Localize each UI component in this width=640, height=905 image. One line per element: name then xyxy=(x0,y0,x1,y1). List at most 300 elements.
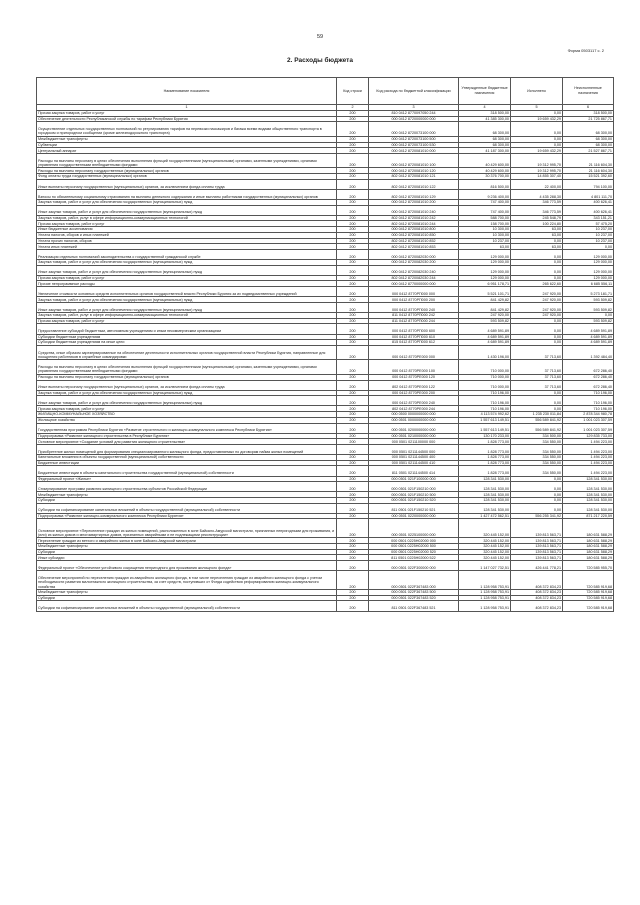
table-row xyxy=(37,179,614,189)
row-unexecuted-amount: 15 521 392,60 xyxy=(563,174,614,180)
row-approved-amount: 1 828 773,00 xyxy=(459,455,511,461)
row-approved-amount: 710 000,00 xyxy=(459,360,511,375)
row-line-code: 200 xyxy=(337,148,369,154)
row-approved-amount: 320 445 152,00 xyxy=(459,519,511,538)
row-line-code: 200 xyxy=(337,549,369,555)
row-unexecuted-amount: 720 585 919,68 xyxy=(563,571,614,590)
row-classification-code: 000 0412 8770РП000 610 xyxy=(369,334,459,340)
row-executed-amount: 0,00 xyxy=(511,334,563,340)
row-unexecuted-amount: 21 527 867,71 xyxy=(563,148,614,154)
row-executed-amount: 22 400,00 xyxy=(511,179,563,189)
row-unexecuted-amount: 0,00 xyxy=(563,244,614,250)
table-row xyxy=(37,601,614,611)
row-name: Обеспечение деятельности Республиканской службы по тарифам Республики Бурятия xyxy=(37,116,337,122)
row-line-code: 200 xyxy=(337,460,369,466)
row-line-code: 200 xyxy=(337,455,369,461)
row-classification-code: 000 0412 8720081010 240 xyxy=(369,205,459,215)
row-executed-amount: 556 255 341,92 xyxy=(511,513,563,519)
row-unexecuted-amount: 672 286,40 xyxy=(563,360,614,375)
row-unexecuted-amount: 68 300,00 xyxy=(563,136,614,142)
row-approved-amount: 41 385 300,00 xyxy=(459,116,511,122)
row-line-code: 200 xyxy=(337,334,369,340)
row-approved-amount: 318 500,00 xyxy=(459,111,511,117)
table-row xyxy=(37,189,614,199)
row-executed-amount: 0,00 xyxy=(511,238,563,244)
row-executed-amount: 19 659 432,29 xyxy=(511,116,563,122)
row-executed-amount: 37 713,60 xyxy=(511,380,563,390)
row-classification-code: 000 0412 8770РП000 600 xyxy=(369,324,459,334)
table-row xyxy=(37,345,614,360)
row-classification-code: 000 0501 0211144500 000 xyxy=(369,444,459,454)
row-unexecuted-amount: 4 689 591,89 xyxy=(563,340,614,346)
row-unexecuted-amount: 128 341 530,00 xyxy=(563,498,614,504)
row-approved-amount: 10 300,00 xyxy=(459,227,511,233)
row-line-code: 200 xyxy=(337,590,369,596)
row-name: Обеспечение мероприятий по переселению граждан из аварийного жилищного фонда, в том числе переселению граждан из аварийного жилищного фонда с учетом необходимости развития малоэтажного жилищного строительства, за счет средств, поступивших от Фонда содействия реформированию жилищно-коммунального хозяйства xyxy=(37,571,337,590)
row-classification-code: 000 0412 8770РЕ000 200 xyxy=(369,390,459,396)
row-classification-code: 000 0412 8770РЕ000 240 xyxy=(369,396,459,406)
row-classification-code: 000 0501 0225Н02000 500 xyxy=(369,544,459,550)
row-classification-code: 000 0501 021F150210 000 xyxy=(369,482,459,492)
row-approved-amount: 40 429 600,00 xyxy=(459,153,511,168)
row-line-code: 200 xyxy=(337,238,369,244)
row-classification-code: 000 0501 021F150210 520 xyxy=(369,498,459,504)
row-approved-amount: 128 341 530,00 xyxy=(459,498,511,504)
row-name: Взносы по обязательному социальному страхованию на выплаты денежного содержания и иные выплаты работникам государственных (муниципальных) органов xyxy=(37,189,337,199)
row-unexecuted-amount: 129 000,00 xyxy=(563,260,614,266)
row-unexecuted-amount: 593 509,82 xyxy=(563,302,614,312)
row-name: Закупка товаров, работ, услуг в сфере информационно-коммуникационных технологий xyxy=(37,313,337,319)
table-row xyxy=(37,423,614,433)
row-executed-amount: 265 622,60 xyxy=(511,281,563,287)
row-executed-amount: 247 920,00 xyxy=(511,313,563,319)
row-unexecuted-amount: 400 626,41 xyxy=(563,205,614,215)
row-name: Бюджетные инвестиции xyxy=(37,460,337,466)
row-executed-amount: 334 550,00 xyxy=(511,460,563,466)
row-classification-code: 000 0412 8770РЕ000 100 xyxy=(369,360,459,375)
row-line-code: 200 xyxy=(337,297,369,303)
row-approved-amount: 1 828 773,00 xyxy=(459,444,511,454)
row-name: Фонд оплаты труда государственных (муниципальных) органов xyxy=(37,174,337,180)
row-approved-amount: 816 500,00 xyxy=(459,179,511,189)
row-unexecuted-amount: 710 196,00 xyxy=(563,406,614,412)
row-line-code: 200 xyxy=(337,466,369,476)
row-line-code: 200 xyxy=(337,122,369,137)
row-classification-code: 000 0412 8770РЕ000 000 xyxy=(369,345,459,360)
row-line-code: 200 xyxy=(337,215,369,221)
row-classification-code: 000 0501 0211100000 000 xyxy=(369,439,459,445)
row-classification-code: 810 0412 8770097050 244 xyxy=(369,111,459,117)
row-unexecuted-amount: 343 151,21 xyxy=(563,215,614,221)
row-unexecuted-amount: 871 217 220,59 xyxy=(563,513,614,519)
row-unexecuted-amount: 10 237,00 xyxy=(563,227,614,233)
row-name: Центральный аппарат xyxy=(37,148,337,154)
row-approved-amount: 1 557 613 149,51 xyxy=(459,423,511,433)
row-approved-amount: 9 236 400,00 xyxy=(459,189,511,199)
row-approved-amount: 130 170 233,00 xyxy=(459,433,511,439)
row-classification-code: 000 0412 8720081010 000 xyxy=(369,148,459,154)
row-approved-amount: 1 427 472 562,51 xyxy=(459,513,511,519)
row-executed-amount: 346 773,59 xyxy=(511,200,563,206)
row-executed-amount: 0,00 xyxy=(511,482,563,492)
row-name: Жилищное хозяйство xyxy=(37,417,337,423)
row-name: Субсидии xyxy=(37,549,337,555)
row-unexecuted-amount: 6 685 556,11 xyxy=(563,281,614,287)
row-name: Капитальные вложения в объекты государственной (муниципальной) собственности xyxy=(37,455,337,461)
row-executed-amount: 0,00 xyxy=(511,492,563,498)
row-approved-amount: 129 000,00 xyxy=(459,260,511,266)
row-approved-amount: 588 700,00 xyxy=(459,215,511,221)
row-classification-code: 000 0412 8720000000 000 xyxy=(369,116,459,122)
row-unexecuted-amount: 2 878 344 980,78 xyxy=(563,412,614,418)
row-line-code: 200 xyxy=(337,302,369,312)
table-body xyxy=(37,105,614,612)
row-executed-amount: 0,00 xyxy=(511,324,563,334)
row-executed-amount: 37 713,60 xyxy=(511,345,563,360)
table-header-row xyxy=(37,78,614,105)
row-classification-code: 000 0412 8770РП000 000 xyxy=(369,287,459,297)
row-classification-code: 000 0501 0211144500 410 xyxy=(369,460,459,466)
row-unexecuted-amount: 672 286,40 xyxy=(563,380,614,390)
row-unexecuted-amount: 129 000,00 xyxy=(563,265,614,275)
header-approved: Утвержденные бюджетные назначения xyxy=(459,78,511,105)
row-line-code: 200 xyxy=(337,444,369,454)
row-classification-code: 802 0412 8720081010 122 xyxy=(369,179,459,189)
row-classification-code: 000 0501 022F367483 500 xyxy=(369,590,459,596)
row-unexecuted-amount: 1 494 223,00 xyxy=(563,466,614,476)
row-approved-amount: 1 147 027 732,51 xyxy=(459,561,511,571)
row-line-code: 200 xyxy=(337,281,369,287)
header-executed: Исполнено xyxy=(511,78,563,105)
row-name: Прочая закупка товаров, работ и услуг xyxy=(37,111,337,117)
row-name: Субсидии бюджетным учреждениям на иные цели xyxy=(37,340,337,346)
column-number: 3 xyxy=(369,105,459,111)
row-classification-code: 000 0501 0210000000 000 xyxy=(369,433,459,439)
row-approved-amount: 841 429,82 xyxy=(459,302,511,312)
row-name: Расходы на выплаты персоналу в целях обеспечения выполнения функций государственными (муниципальными) органами, казенными учреждениями, органами управления государственными внебюджетными фондами xyxy=(37,360,337,375)
row-unexecuted-amount: 400 626,41 xyxy=(563,200,614,206)
row-name: Осуществление отдельных государственных полномочий по регулированию тарифов на перевозки пассажиров и багажа всеми видами общественного транспорта в городском и пригородном сообщении (кроме железнодорожного транспорта) xyxy=(37,122,337,137)
row-unexecuted-amount: 672 286,40 xyxy=(563,374,614,380)
row-unexecuted-amount: 4 689 591,89 xyxy=(563,324,614,334)
table-row xyxy=(37,466,614,476)
row-executed-amount: 408 372 834,23 xyxy=(511,571,563,590)
row-name: Иные выплаты персоналу государственных (муниципальных) органов, за исключением фонда оплаты труда xyxy=(37,380,337,390)
row-name: Закупка товаров, работ и услуг для обеспечения государственных (муниципальных) нужд xyxy=(37,297,337,303)
row-line-code: 200 xyxy=(337,189,369,199)
row-classification-code: 802 0412 8720081010 853 xyxy=(369,244,459,250)
row-executed-amount: 0,00 xyxy=(511,396,563,406)
row-unexecuted-amount: 5 273 181,71 xyxy=(563,287,614,297)
table-row xyxy=(37,380,614,390)
row-unexecuted-amount: 10 237,00 xyxy=(563,232,614,238)
row-line-code: 200 xyxy=(337,406,369,412)
row-line-code: 200 xyxy=(337,538,369,544)
row-approved-amount: 4 689 591,89 xyxy=(459,340,511,346)
row-name: Иные закупки товаров, работ и услуг для обеспечения государственных (муниципальных) нужд xyxy=(37,265,337,275)
row-unexecuted-amount: 1 392 484,40 xyxy=(563,345,614,360)
row-approved-amount: 40 429 600,00 xyxy=(459,168,511,174)
column-number: 2 xyxy=(337,105,369,111)
row-approved-amount: 1 828 773,00 xyxy=(459,466,511,476)
row-line-code: 200 xyxy=(337,439,369,445)
row-classification-code: 000 0412 8720081010 120 xyxy=(369,168,459,174)
row-line-code: 200 xyxy=(337,142,369,148)
row-unexecuted-amount: 1 001 023 307,59 xyxy=(563,423,614,433)
row-line-code: 200 xyxy=(337,571,369,590)
row-name: Подпрограмма «Развитие жилищного строительства в Республике Бурятия» xyxy=(37,433,337,439)
row-line-code: 200 xyxy=(337,287,369,297)
row-approved-amount: 129 000,00 xyxy=(459,275,511,281)
row-approved-amount: 1 828 773,00 xyxy=(459,460,511,466)
row-unexecuted-amount: 4 689 591,89 xyxy=(563,334,614,340)
row-unexecuted-amount: 21 116 604,30 xyxy=(563,168,614,174)
row-executed-amount: 100 224,80 xyxy=(511,221,563,227)
row-line-code: 200 xyxy=(337,174,369,180)
row-name: Переселение граждан из ветхого и аварийного жилья в зоне Байкало-Амурской магистрали xyxy=(37,538,337,544)
row-unexecuted-amount: 720 585 955,70 xyxy=(563,561,614,571)
row-name: Иные закупки товаров, работ и услуг для обеспечения государственных (муниципальных) нужд xyxy=(37,302,337,312)
row-executed-amount: 1 235 230 011,84 xyxy=(511,412,563,418)
page-number: 59 xyxy=(316,34,324,40)
column-number: 6 xyxy=(563,105,614,111)
row-line-code: 200 xyxy=(337,433,369,439)
column-number: 4 xyxy=(459,105,511,111)
row-executed-amount: 346 773,59 xyxy=(511,205,563,215)
row-classification-code: 000 0412 8720073100 500 xyxy=(369,136,459,142)
row-approved-amount: 10 300,00 xyxy=(459,232,511,238)
row-unexecuted-amount: 720 585 919,68 xyxy=(563,595,614,601)
row-line-code: 200 xyxy=(337,179,369,189)
table-row xyxy=(37,153,614,168)
row-name: Межбюджетные трансферты xyxy=(37,590,337,596)
row-line-code: 200 xyxy=(337,544,369,550)
row-unexecuted-amount: 720 585 919,68 xyxy=(563,601,614,611)
row-line-code: 200 xyxy=(337,417,369,423)
row-line-code: 200 xyxy=(337,482,369,492)
row-name: Межбюджетные трансферты xyxy=(37,492,337,498)
row-executed-amount: 408 372 834,23 xyxy=(511,601,563,611)
row-approved-amount: 747 400,00 xyxy=(459,200,511,206)
row-classification-code: 000 0501 022F367483 520 xyxy=(369,595,459,601)
row-executed-amount: 0,00 xyxy=(511,265,563,275)
row-classification-code: 000 0412 8720081010 850 xyxy=(369,232,459,238)
row-executed-amount: 139 813 563,71 xyxy=(511,555,563,561)
row-classification-code: 811 0501 021F150210 521 xyxy=(369,503,459,513)
row-line-code: 200 xyxy=(337,324,369,334)
row-name: Субвенции xyxy=(37,142,337,148)
row-classification-code: 000 0412 8720073100 530 xyxy=(369,142,459,148)
row-executed-amount: 4 435 288,30 xyxy=(511,189,563,199)
row-executed-amount: 245 548,79 xyxy=(511,215,563,221)
row-approved-amount: 1 128 958 753,91 xyxy=(459,601,511,611)
row-approved-amount: 1 828 773,00 xyxy=(459,439,511,445)
row-name: Прочая закупка товаров, работ и услуг xyxy=(37,275,337,281)
row-line-code: 200 xyxy=(337,519,369,538)
table-row xyxy=(37,122,614,137)
row-approved-amount: 710 196,00 xyxy=(459,390,511,396)
row-approved-amount: 710 196,00 xyxy=(459,396,511,406)
row-executed-amount: 19 312 995,70 xyxy=(511,153,563,168)
row-approved-amount: 4 689 591,89 xyxy=(459,334,511,340)
row-classification-code: 802 0412 8770РЕ000 244 xyxy=(369,406,459,412)
row-name: Прочая закупка товаров, работ и услуг xyxy=(37,318,337,324)
row-approved-amount: 710 000,00 xyxy=(459,374,511,380)
row-executed-amount: 19 659 432,29 xyxy=(511,148,563,154)
row-line-code: 200 xyxy=(337,595,369,601)
row-line-code: 200 xyxy=(337,200,369,206)
row-line-code: 200 xyxy=(337,227,369,233)
row-unexecuted-amount: 128 341 530,00 xyxy=(563,482,614,492)
row-executed-amount: 426 441 778,21 xyxy=(511,561,563,571)
row-approved-amount: 247 920,00 xyxy=(459,313,511,319)
row-executed-amount: 334 500,00 xyxy=(511,433,563,439)
row-classification-code: 815 0412 8770РП000 612 xyxy=(369,340,459,346)
row-classification-code: 811 0501 0225Н02000 522 xyxy=(369,555,459,561)
row-unexecuted-amount: 180 631 588,29 xyxy=(563,519,614,538)
row-unexecuted-amount: 21 116 604,30 xyxy=(563,153,614,168)
row-line-code: 200 xyxy=(337,561,369,571)
row-approved-amount: 6 951 178,71 xyxy=(459,281,511,287)
row-line-code: 200 xyxy=(337,232,369,238)
row-name: Субсидии xyxy=(37,498,337,504)
row-executed-amount: 0,00 xyxy=(511,260,563,266)
row-classification-code: 000 0501 0211144500 400 xyxy=(369,455,459,461)
row-classification-code: 802 0412 8720081010 242 xyxy=(369,215,459,221)
row-approved-amount: 4 689 591,89 xyxy=(459,324,511,334)
row-classification-code: 000 0501 0225Н02000 000 xyxy=(369,538,459,544)
row-name: Уплата иных платежей xyxy=(37,244,337,250)
row-executed-amount: 247 920,00 xyxy=(511,302,563,312)
row-classification-code: 000 0500 0000000000 000 xyxy=(369,412,459,418)
column-number: 1 xyxy=(37,105,337,111)
table-row xyxy=(37,287,614,297)
row-name: Межбюджетные трансферты xyxy=(37,544,337,550)
row-executed-amount: 139 813 563,71 xyxy=(511,538,563,544)
row-classification-code: 000 0412 8770РЕ000 120 xyxy=(369,374,459,380)
row-unexecuted-amount: 57 475,20 xyxy=(563,221,614,227)
row-classification-code: 811 0501 0211144500 414 xyxy=(369,466,459,476)
row-name: Стимулирование программ развития жилищного строительства субъектов Российской Федерации xyxy=(37,482,337,492)
row-line-code: 200 xyxy=(337,423,369,433)
row-name: Основное мероприятие «Создание условий для развития жилищного строительства» xyxy=(37,439,337,445)
row-executed-amount: 334 550,00 xyxy=(511,444,563,454)
row-line-code: 200 xyxy=(337,390,369,396)
row-unexecuted-amount: 0,00 xyxy=(563,313,614,319)
row-name: Приобретение жилых помещений для формирования специализированного жилищного фонда, предоставляемых по договорам найма жилых помещений xyxy=(37,444,337,454)
row-line-code: 200 xyxy=(337,513,369,519)
row-executed-amount: 0,00 xyxy=(511,390,563,396)
row-unexecuted-amount: 1 494 223,00 xyxy=(563,439,614,445)
row-classification-code: 000 0501 0225100000 000 xyxy=(369,519,459,538)
row-name: Иные закупки товаров, работ и услуг для обеспечения государственных (муниципальных) нужд xyxy=(37,205,337,215)
row-name: Субсидии на софинансирование капитальных вложений в объекты государственной (муниципальной) собственности xyxy=(37,601,337,611)
table-row xyxy=(37,519,614,538)
row-executed-amount: 0,00 xyxy=(511,318,563,324)
row-approved-amount: 129 000,00 xyxy=(459,265,511,275)
row-unexecuted-amount: 1 494 223,00 xyxy=(563,455,614,461)
header-name: Наименование показателя xyxy=(37,78,337,105)
table-row xyxy=(37,249,614,259)
row-name: Прочие непрограммные расходы xyxy=(37,281,337,287)
row-classification-code: 000 0412 8720081010 100 xyxy=(369,153,459,168)
row-executed-amount: 0,00 xyxy=(511,275,563,281)
row-line-code: 200 xyxy=(337,221,369,227)
row-executed-amount: 334 550,00 xyxy=(511,439,563,445)
row-unexecuted-amount: 129 000,00 xyxy=(563,249,614,259)
row-name: Иные выплаты персоналу государственных (муниципальных) органов, за исключением фонда оплаты труда xyxy=(37,179,337,189)
row-approved-amount: 68 300,00 xyxy=(459,142,511,148)
row-name: Субсидии xyxy=(37,595,337,601)
row-classification-code: 802 0412 8770РЕ000 122 xyxy=(369,380,459,390)
row-line-code: 200 xyxy=(337,396,369,406)
row-approved-amount: 158 700,00 xyxy=(459,221,511,227)
row-executed-amount: 0,00 xyxy=(511,476,563,482)
row-approved-amount: 68 300,00 xyxy=(459,122,511,137)
table-row xyxy=(37,302,614,312)
row-unexecuted-amount: 129 000,00 xyxy=(563,275,614,281)
row-name: Межбюджетные трансферты xyxy=(37,136,337,142)
row-name: Прочая закупка товаров, работ и услуг xyxy=(37,221,337,227)
row-approved-amount: 1 128 958 753,91 xyxy=(459,571,511,590)
row-line-code: 200 xyxy=(337,111,369,117)
table-row xyxy=(37,265,614,275)
row-executed-amount: 63,00 xyxy=(511,227,563,233)
row-line-code: 200 xyxy=(337,265,369,275)
row-name: Субсидии бюджетным учреждениям xyxy=(37,334,337,340)
row-approved-amount: 1 430 196,00 xyxy=(459,345,511,360)
row-executed-amount: 37 713,60 xyxy=(511,360,563,375)
row-name: Увеличение стоимости основных средств исполнительных органов государственной власти Республики Бурятия за их подведомственных учреждений xyxy=(37,287,337,297)
row-approved-amount: 63,00 xyxy=(459,244,511,250)
row-unexecuted-amount: 128 341 530,00 xyxy=(563,492,614,498)
row-approved-amount: 320 445 152,00 xyxy=(459,549,511,555)
row-approved-amount: 4 113 574 992,62 xyxy=(459,412,511,418)
table-row xyxy=(37,571,614,590)
row-unexecuted-amount: 180 631 588,29 xyxy=(563,538,614,544)
row-approved-amount: 747 400,00 xyxy=(459,205,511,215)
table-row xyxy=(37,205,614,215)
row-classification-code: 000 0412 8770РП000 240 xyxy=(369,302,459,312)
row-classification-code: 000 0501 021F150210 500 xyxy=(369,492,459,498)
row-unexecuted-amount: 68 300,00 xyxy=(563,142,614,148)
row-line-code: 200 xyxy=(337,318,369,324)
row-executed-amount: 0,00 xyxy=(511,340,563,346)
row-name: Федеральный проект «Жилье» xyxy=(37,476,337,482)
row-name: Основное мероприятие «Переселение граждан из жилых помещений, расположенных в зоне Байкало-Амурской магистрали, признанных непригодными для проживания, и (или) из жилых домов и многоквартирных домов, признанных аварийными и не подлежащими реконструкции» xyxy=(37,519,337,538)
row-approved-amount: 320 445 152,00 xyxy=(459,555,511,561)
row-line-code: 200 xyxy=(337,498,369,504)
row-executed-amount: 247 920,00 xyxy=(511,287,563,297)
row-unexecuted-amount: 129 835 733,00 xyxy=(563,433,614,439)
expenditure-table xyxy=(36,77,614,612)
row-name: Подпрограмма «Развитие жилищно-коммунального комплекса Республики Бурятия» xyxy=(37,513,337,519)
row-unexecuted-amount: 128 341 530,00 xyxy=(563,476,614,482)
row-approved-amount: 5 521 101,71 xyxy=(459,287,511,297)
row-line-code: 200 xyxy=(337,345,369,360)
row-executed-amount: 0,00 xyxy=(511,111,563,117)
row-line-code: 200 xyxy=(337,116,369,122)
row-name: Иные закупки товаров, работ и услуг для обеспечения государственных (муниципальных) нужд xyxy=(37,396,337,406)
column-number: 5 xyxy=(511,105,563,111)
row-classification-code: 000 0412 8720082030 000 xyxy=(369,249,459,259)
row-name: Расходы на выплаты персоналу государственных (муниципальных) органов xyxy=(37,168,337,174)
row-line-code: 200 xyxy=(337,412,369,418)
row-unexecuted-amount: 318 500,00 xyxy=(563,111,614,117)
row-unexecuted-amount: 710 196,00 xyxy=(563,390,614,396)
row-line-code: 200 xyxy=(337,360,369,375)
row-executed-amount: 334 550,00 xyxy=(511,466,563,476)
